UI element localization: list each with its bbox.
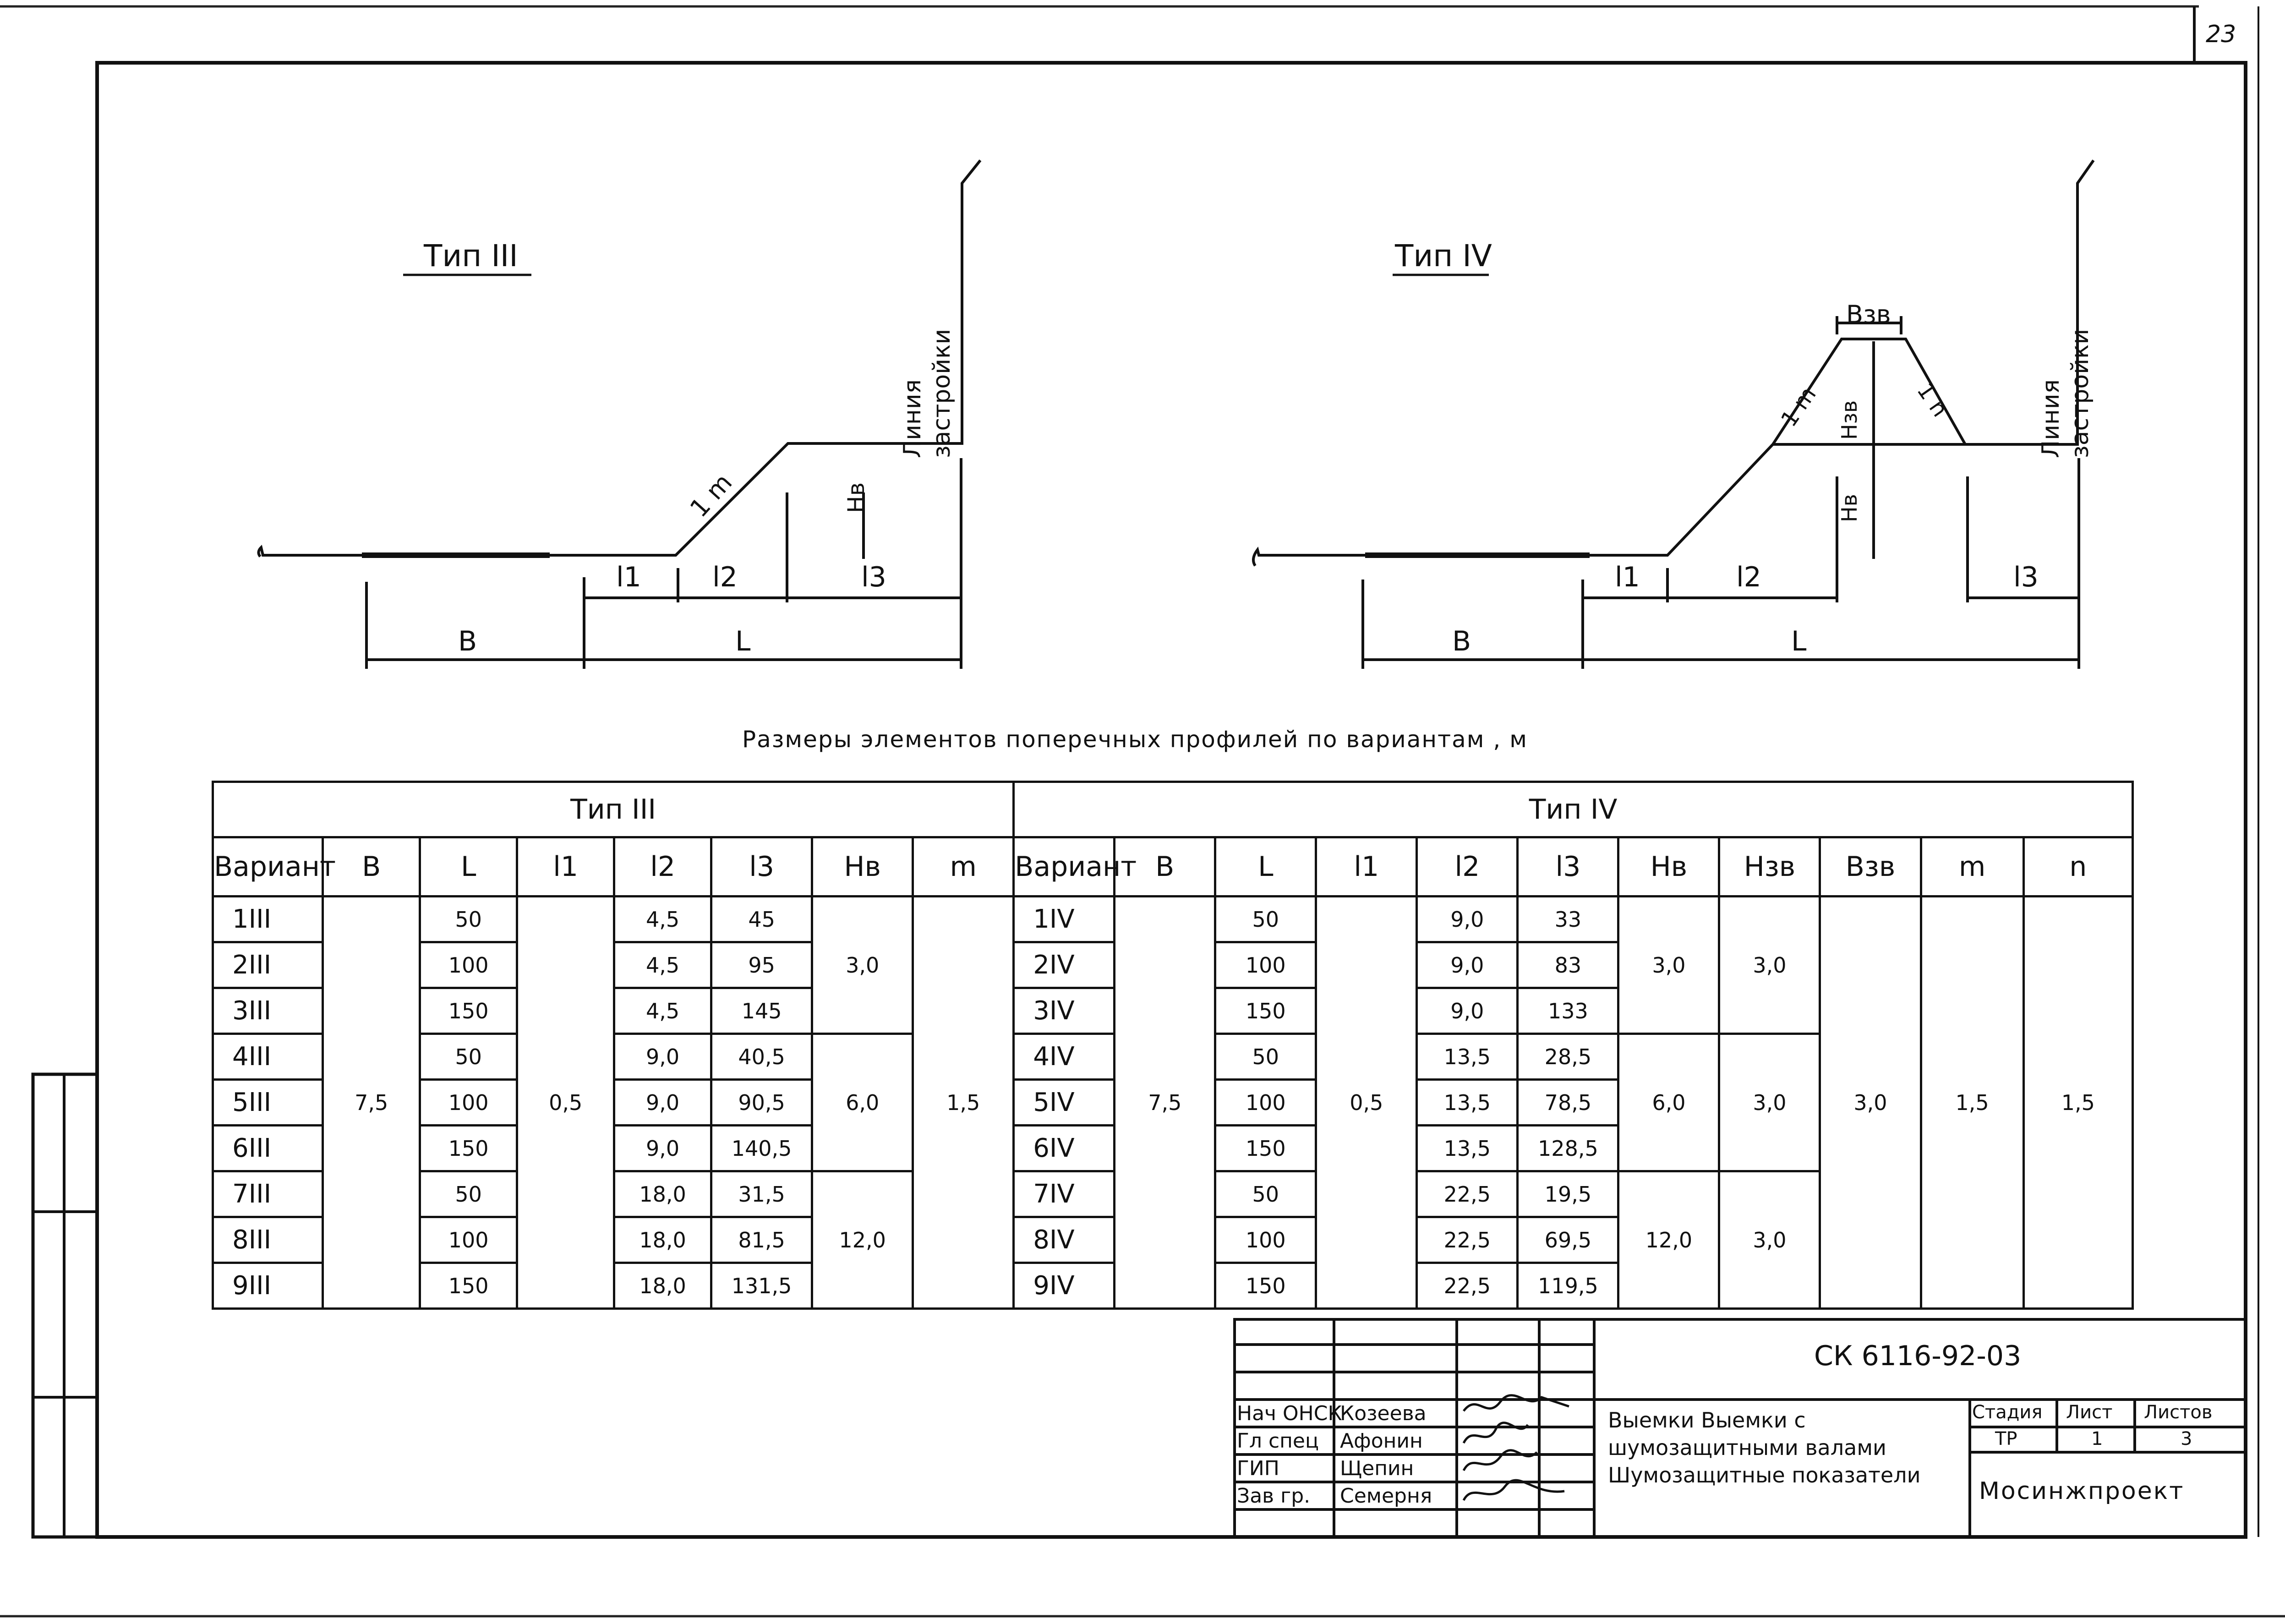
role-label: ГИП [1237,1457,1279,1480]
table-cell-merged: 6,0 [812,1034,913,1171]
table-cell: 69,5 [1518,1217,1618,1263]
table-cell: 50 [1215,1171,1316,1217]
table-cell: 128,5 [1518,1126,1618,1171]
dim-L-iv: L [1791,625,1807,657]
building-line-label-iv: Линия застройки [2037,328,2094,458]
col-header: l2 [1417,837,1518,897]
col-header: l3 [1518,837,1618,897]
table-cell: 100 [420,1217,517,1263]
person-name: Козеева [1340,1402,1427,1425]
table-cell: 18,0 [614,1263,711,1309]
table-cell: 45 [711,897,812,942]
sheet-description: Выемки Выемки с шумозащитными валами Шумозащитные показатели [1608,1408,1921,1487]
dim-l2-iv: l2 [1736,561,1761,593]
type-iii-label: Тип III [424,238,518,273]
table-cell: 50 [1215,1034,1316,1080]
table-cell-variant: 2IV [1014,942,1115,988]
organization-name: Мосинжпроект [1979,1477,2185,1505]
table-cell: 22,5 [1417,1263,1518,1309]
col-header: l1 [517,837,614,897]
table-cell-variant: 8III [213,1217,323,1263]
dim-L-iii: L [735,625,751,657]
role-label: Зав гр. [1237,1484,1311,1508]
slope-right-label-iv: 1 n [1912,378,1953,422]
col-header: Hв [1618,837,1719,897]
table-cell-variant: 5IV [1014,1080,1115,1126]
hzv-label-iv: Hзв [1837,400,1862,440]
table-cell: 31,5 [711,1171,812,1217]
sheet-header: Лист [2066,1402,2113,1423]
table-cell-variant: 4III [213,1034,323,1080]
table-cell-merged: 3,0 [1820,897,1921,1309]
dim-b-iii: B [458,625,477,657]
table-cell: 95 [711,942,812,988]
col-header: l1 [1316,837,1417,897]
col-header: Hзв [1719,837,1820,897]
variants-table [212,781,2134,1310]
table-cell-variant: 4IV [1014,1034,1115,1080]
table-title: Размеры элементов поперечных профилей по вариантам , м [742,726,1528,753]
table-cell: 18,0 [614,1171,711,1217]
col-header: m [1921,837,2023,897]
document-code: СК 6116-92-03 [1814,1340,2022,1372]
table-cell-merged: 1,5 [1921,897,2023,1309]
table-cell-merged: 6,0 [1618,1034,1719,1171]
table-cell: 13,5 [1417,1034,1518,1080]
table-cell-variant: 9IV [1014,1263,1115,1309]
signatures [1459,1393,1583,1512]
table-cell-variant: 9III [213,1263,323,1309]
table-cell-variant: 5III [213,1080,323,1126]
table-cell-merged: 0,5 [517,897,614,1309]
table-cell-merged: 12,0 [812,1171,913,1309]
table-cell-merged: 1,5 [913,897,1014,1309]
table-cell: 9,0 [1417,897,1518,942]
table-cell: 150 [1215,1126,1316,1171]
table-cell: 100 [420,942,517,988]
slope-label-iii: 1 m [684,468,738,523]
sheet-value: 1 [2091,1428,2103,1449]
table-cell-variant: 7III [213,1171,323,1217]
dim-l1-iv: l1 [1615,561,1640,593]
dim-l3-iv: l3 [2013,561,2039,593]
role-label: Нач ОНСК [1237,1402,1342,1425]
table-cell: 13,5 [1417,1080,1518,1126]
table-cell-merged: 7,5 [1115,897,1215,1309]
table-cell: 90,5 [711,1080,812,1126]
table-cell: 4,5 [614,897,711,942]
table-cell: 50 [1215,897,1316,942]
table-cell: 9,0 [1417,988,1518,1034]
table-cell: 119,5 [1518,1263,1618,1309]
table-cell: 140,5 [711,1126,812,1171]
dim-l2-iii: l2 [712,561,738,593]
role-label: Гл спец [1237,1429,1319,1453]
bzv-label: Bзв [1846,300,1891,329]
table-cell: 9,0 [614,1080,711,1126]
table-cell: 50 [420,1171,517,1217]
col-header: l3 [711,837,812,897]
table-cell-variant: 3IV [1014,988,1115,1034]
table-cell-variant: 3III [213,988,323,1034]
table-cell: 150 [420,1126,517,1171]
dim-b-iv: B [1452,625,1471,657]
col-header: Hв [812,837,913,897]
table-cell: 9,0 [614,1034,711,1080]
stage-header: Стадия [1972,1402,2043,1423]
table-cell: 150 [1215,988,1316,1034]
table-cell-variant: 1III [213,897,323,942]
table-cell-merged: 3,0 [1719,1034,1820,1171]
table-cell: 150 [1215,1263,1316,1309]
table-cell: 100 [1215,1080,1316,1126]
table-cell: 4,5 [614,988,711,1034]
table-cell: 78,5 [1518,1080,1618,1126]
col-header: Вариант [213,837,323,897]
table-cell-variant: 7IV [1014,1171,1115,1217]
col-header: B [1115,837,1215,897]
table-cell: 19,5 [1518,1171,1618,1217]
table-cell: 100 [420,1080,517,1126]
col-header: L [1215,837,1316,897]
col-header: m [913,837,1014,897]
person-name: Афонин [1340,1429,1423,1453]
table-cell: 50 [420,1034,517,1080]
table-cell-merged: 7,5 [323,897,420,1309]
table-cell: 150 [420,1263,517,1309]
table-cell-merged: 3,0 [1618,897,1719,1034]
sheets-value: 3 [2181,1428,2192,1449]
table-cell-merged: 3,0 [812,897,913,1034]
page-number: 23 [2206,21,2236,48]
col-header: Вариант [1014,837,1115,897]
col-header: Bзв [1820,837,1921,897]
table-cell: 13,5 [1417,1126,1518,1171]
table-cell: 22,5 [1417,1217,1518,1263]
table-cell-merged: 3,0 [1719,1171,1820,1309]
person-name: Семерня [1340,1484,1432,1508]
table-cell-merged: 1,5 [2023,897,2132,1309]
stage-value: ТР [1995,1428,2017,1449]
dim-l3-iii: l3 [861,561,886,593]
dim-l1-iii: l1 [616,561,641,593]
table-cell: 83 [1518,942,1618,988]
table-cell: 28,5 [1518,1034,1618,1080]
table-cell: 100 [1215,1217,1316,1263]
table-cell: 133 [1518,988,1618,1034]
table-cell: 18,0 [614,1217,711,1263]
table-cell-variant: 8IV [1014,1217,1115,1263]
table-cell: 50 [420,897,517,942]
building-line-label-iii: Линия застройки [899,328,956,458]
table-cell: 9,0 [614,1126,711,1171]
table-cell: 100 [1215,942,1316,988]
table-type-iii-title: Тип III [213,782,1014,837]
table-cell: 81,5 [711,1217,812,1263]
col-header: L [420,837,517,897]
col-header: B [323,837,420,897]
col-header: l2 [614,837,711,897]
table-cell-variant: 6III [213,1126,323,1171]
table-cell: 40,5 [711,1034,812,1080]
table-cell: 9,0 [1417,942,1518,988]
table-cell-merged: 3,0 [1719,897,1820,1034]
height-label-iii: Hв [843,482,869,513]
sheets-header: Листов [2144,1402,2213,1423]
table-cell-variant: 2III [213,942,323,988]
diagram-type-iv [1253,160,2094,669]
slope-left-label-iv: 1 m [1776,382,1821,432]
table-cell-variant: 1IV [1014,897,1115,942]
table-cell: 145 [711,988,812,1034]
table-cell: 33 [1518,897,1618,942]
type-iv-label: Тип IV [1395,238,1492,273]
table-cell: 22,5 [1417,1171,1518,1217]
table-cell-merged: 0,5 [1316,897,1417,1309]
person-name: Щепин [1340,1457,1414,1480]
table-cell-variant: 6IV [1014,1126,1115,1171]
table-cell: 4,5 [614,942,711,988]
table-cell: 131,5 [711,1263,812,1309]
col-header: n [2023,837,2132,897]
table-cell: 150 [420,988,517,1034]
table-cell-merged: 12,0 [1618,1171,1719,1309]
hv-label-iv: Hв [1837,494,1862,522]
table-type-iv-title: Тип IV [1014,782,2133,837]
